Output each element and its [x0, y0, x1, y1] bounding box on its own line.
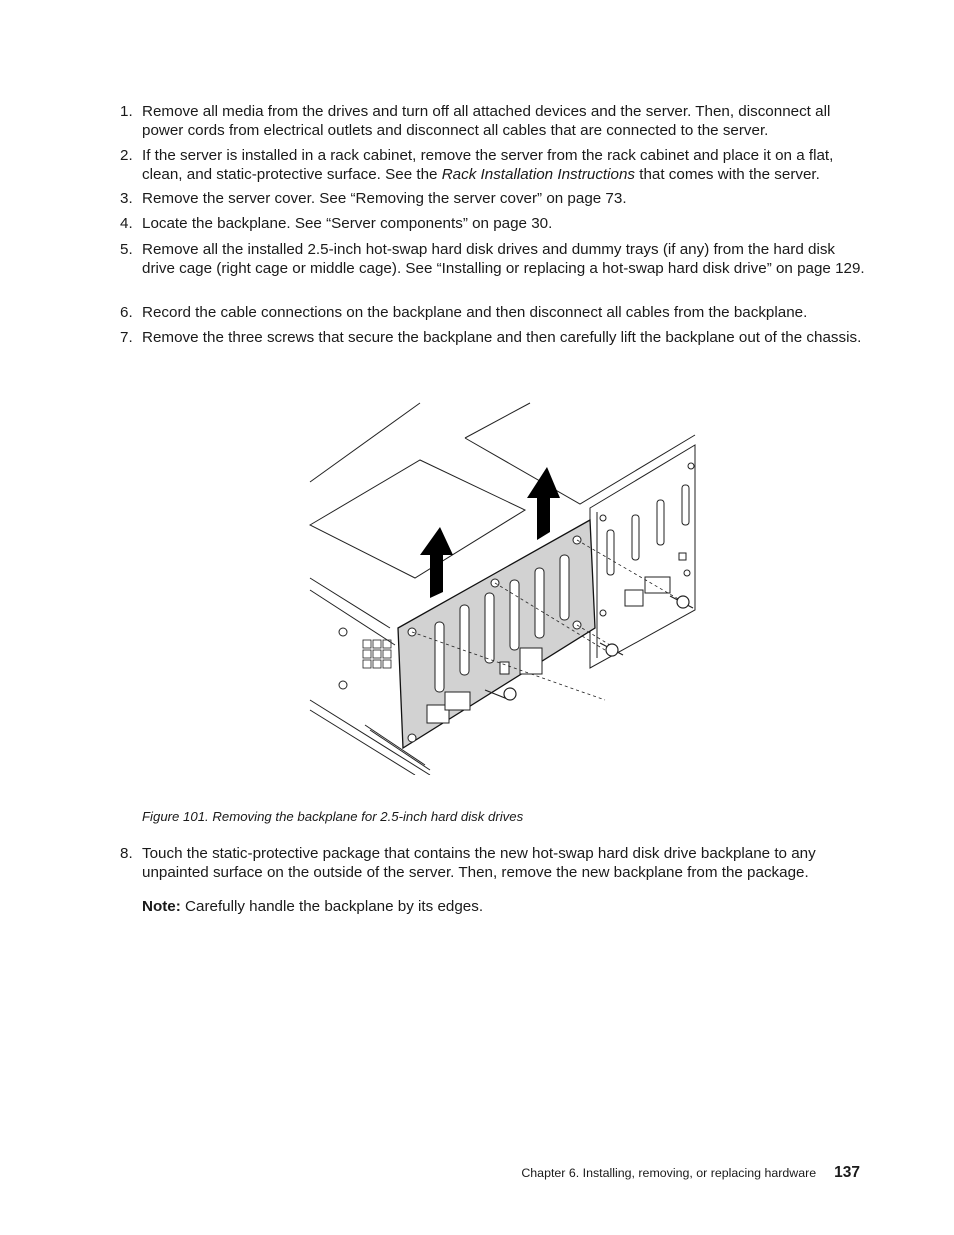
step-text: Remove all the installed 2.5-inch hot-swap hard disk drives and dummy trays (if any) from the hard disk drive cage (right cage or middle cage). See “Installing or replacing a hot-swap hard disk drive” on page 129. [142, 241, 865, 277]
step-1 [120, 103, 865, 141]
step-8 [120, 845, 865, 883]
step-text: Locate the backplane. See “Server components” on page 30. [142, 215, 553, 232]
step-number: 1. [120, 103, 133, 120]
step-6 [120, 304, 865, 323]
step-text: Remove the three screws that secure the backplane and then carefully lift the backplane out of the chassis. [142, 329, 862, 346]
backplane-removal-illustration [305, 400, 700, 775]
step-number: 6. [120, 304, 133, 321]
step-text: Remove the server cover. See “Removing the server cover” on page 73. [142, 190, 627, 207]
chapter-title: Chapter 6. Installing, removing, or replacing hardware [521, 1166, 817, 1180]
step-number: 5. [120, 241, 133, 258]
note [142, 898, 483, 917]
step-7 [120, 329, 865, 348]
note-text: Carefully handle the backplane by its edges. [180, 898, 484, 915]
step-3 [120, 190, 865, 209]
step-4 [120, 215, 865, 234]
backplane-diagram [305, 400, 700, 775]
page-number: 137 [834, 1164, 860, 1181]
note-label: Note: [142, 898, 181, 915]
figure-caption: Figure 101. Removing the backplane for 2.5-inch hard disk drives [142, 809, 524, 824]
page-footer [521, 1165, 860, 1181]
step-text: Remove all media from the drives and turn off all attached devices and the server. Then, disconnect all power cords from electrical outlets and disconnect all cables that are connected to the server. [142, 103, 831, 139]
step-text: Record the cable connections on the backplane and then disconnect all cables from the backplane. [142, 304, 808, 321]
step-text: Touch the static-protective package that contains the new hot-swap hard disk drive backplane to any unpainted surface on the outside of the server. Then, remove the new backplane from the package. [142, 845, 816, 881]
step-number: 2. [120, 147, 133, 164]
step-5 [120, 241, 865, 279]
step-number: 3. [120, 190, 133, 207]
rack-instructions-title: Rack Installation Instructions [441, 165, 636, 183]
step-number: 8. [120, 845, 133, 862]
step-text: If the server is installed in a rack cabinet, remove the server from the rack cabinet and place it on a flat, clean, and static-protective surface. See the Rack Installation Instructions that comes with the server. [142, 147, 834, 183]
step-number: 7. [120, 329, 133, 346]
step-number: 4. [120, 215, 133, 232]
step-2 [120, 147, 865, 185]
